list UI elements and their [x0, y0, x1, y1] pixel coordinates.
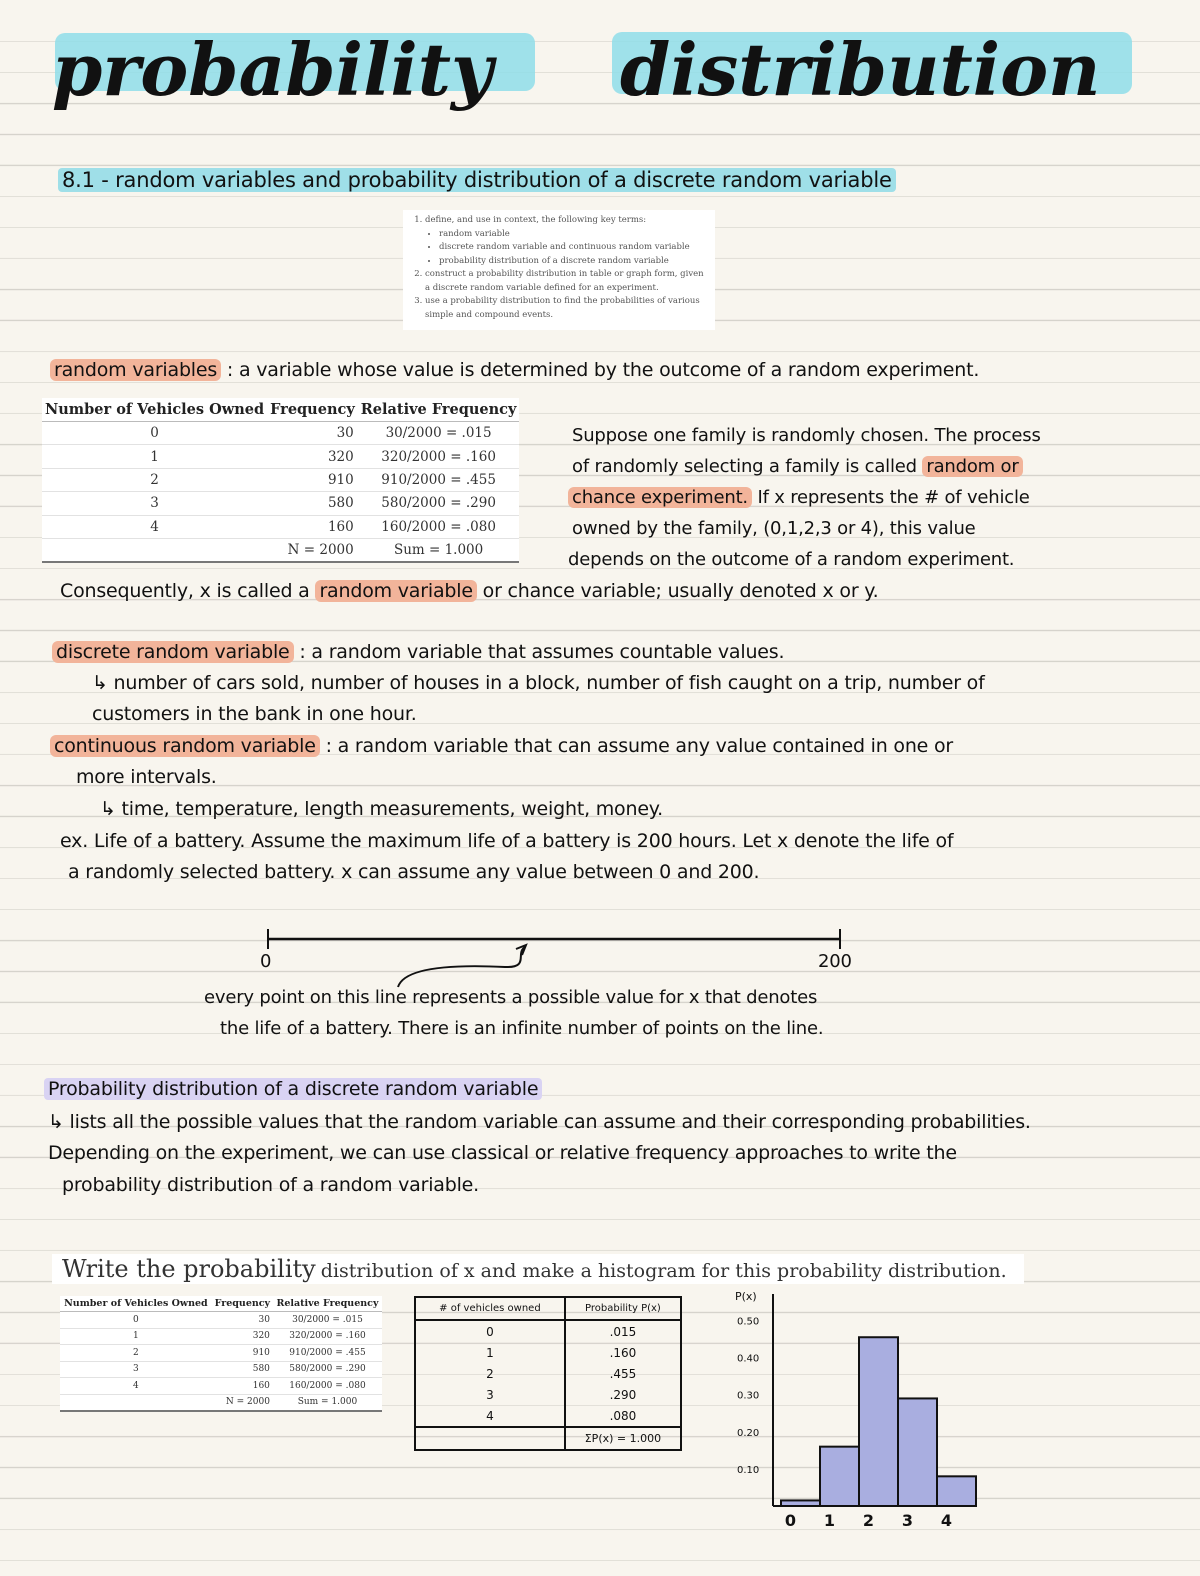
objective-subitem: • discrete random variable and continuous random variable [439, 241, 707, 255]
objective-item: 2. construct a probability distribution in table or graph form, given a discrete random variable defined for an experiment. [425, 268, 707, 295]
prob-dist-line-1: ↳ lists all the possible values that the random variable can assume and their corresponding probabilities. [48, 1111, 1031, 1133]
prob-dist-line-3: probability distribution of a random variable. [62, 1174, 479, 1196]
hand-table-wrap [414, 1296, 682, 1451]
table-row: 4 160 160/2000 = .080 [60, 1378, 382, 1395]
discrete-definition: discrete random variable : a random variable that assumes countable values. [52, 637, 784, 668]
table-row: 3 .290 [415, 1384, 681, 1405]
frequency-table [42, 398, 519, 563]
term-continuous: continuous random variable [50, 735, 320, 757]
objective-subitem: • probability distribution of a discrete random variable [439, 255, 707, 269]
table-row: 2 .455 [415, 1363, 681, 1384]
objectives-list [411, 214, 707, 322]
discrete-examples-1: ↳ number of cars sold, number of houses in a block, number of fish caught on a trip, number of [92, 672, 985, 694]
x-tick-label: 3 [901, 1511, 914, 1530]
y-tick-label: 0.10 [737, 1464, 760, 1476]
table-total-row: ΣP(x) = 1.000 [415, 1427, 681, 1450]
col-header: Relative Frequency [273, 1296, 382, 1312]
table-row: 4 160 160/2000 = .080 [42, 515, 519, 538]
prob-dist-line-2: Depending on the experiment, we can use classical or relative frequency approaches to write the [48, 1142, 957, 1164]
small-frequency-table-wrap [60, 1296, 382, 1412]
y-axis-label: P(x) [735, 1290, 757, 1303]
objective-item: 3. use a probability distribution to find the probabilities of various simple and compound events. [425, 295, 707, 322]
table-row: 1 320 320/2000 = .160 [60, 1328, 382, 1345]
continuous-definition: continuous random variable : a random variable that can assume any value contained in one or [50, 731, 953, 762]
section-heading: 8.1 - random variables and probability distribution of a discrete random variable [58, 165, 896, 196]
exercise-prompt: Write the probability distribution of x and make a histogram for this probability distribution. [52, 1254, 1024, 1284]
small-frequency-table [60, 1296, 382, 1412]
prob-dist-heading: Probability distribution of a discrete random variable [44, 1074, 542, 1105]
table-row: 3 580 580/2000 = .290 [60, 1361, 382, 1378]
col-header: # of vehicles owned [415, 1297, 565, 1320]
col-header: Number of Vehicles Owned [60, 1296, 212, 1312]
histogram-bar [898, 1398, 937, 1506]
table-row: 4 .080 [415, 1405, 681, 1427]
histogram-bar [820, 1447, 859, 1506]
term-discrete: discrete random variable [52, 641, 294, 663]
table-row: 2 910 910/2000 = .455 [60, 1345, 382, 1362]
y-tick-label: 0.50 [737, 1316, 760, 1328]
page-title-probability: probability [52, 27, 493, 112]
col-header: Probability P(x) [565, 1297, 681, 1320]
table-total-row: N = 2000 Sum = 1.000 [60, 1394, 382, 1411]
y-tick-label: 0.30 [737, 1390, 760, 1402]
continuous-examples: ↳ time, temperature, length measurements, weight, money. [100, 798, 663, 820]
objectives-box [403, 210, 715, 330]
example-note-line-4: owned by the family, (0,1,2,3 or 4), this value [572, 518, 976, 539]
discrete-examples-2: customers in the bank in one hour. [92, 703, 417, 725]
table-total-row: N = 2000 Sum = 1.000 [42, 538, 519, 562]
col-header: Frequency [212, 1296, 273, 1312]
y-tick-label: 0.20 [737, 1427, 760, 1439]
table-row: 3 580 580/2000 = .290 [42, 492, 519, 515]
table-row: 0 .015 [415, 1320, 681, 1342]
number-line-end-label: 200 [818, 951, 852, 972]
probability-table [414, 1296, 682, 1451]
x-tick-label: 4 [940, 1511, 953, 1530]
battery-example-2: a randomly selected battery. x can assume any value between 0 and 200. [68, 861, 760, 883]
x-tick-label: 2 [862, 1511, 875, 1530]
objective-subitem: • random variable [439, 228, 707, 242]
objective-item: 1. define, and use in context, the following key terms: • random variable • discrete random variable and continuous random variable • probability distribution of a discrete random variable [425, 214, 707, 268]
table-row: 0 30 30/2000 = .015 [42, 422, 519, 445]
pointer-arrow-icon [398, 947, 525, 987]
y-tick-label: 0.40 [737, 1353, 760, 1365]
histogram-bar [937, 1476, 976, 1506]
frequency-table-wrap [42, 398, 517, 563]
table-row: 1 320 320/2000 = .160 [42, 445, 519, 468]
x-tick-label: 0 [784, 1511, 797, 1530]
example-note-line-6: Consequently, x is called a random variable or chance variable; usually denoted x or y. [60, 580, 879, 602]
table-row: 1 .160 [415, 1342, 681, 1363]
histogram-bar [781, 1500, 820, 1506]
col-header: Frequency [267, 398, 358, 422]
example-note-line-2: of randomly selecting a family is called random or [572, 451, 1023, 482]
number-line-note-1: every point on this line represents a possible value for x that denotes [204, 987, 818, 1008]
table-row: 0 30 30/2000 = .015 [60, 1312, 382, 1329]
battery-example-1: ex. Life of a battery. Assume the maximum life of a battery is 200 hours. Let x denote the life of [60, 830, 954, 852]
continuous-definition-cont: more intervals. [76, 766, 217, 788]
term-random-variables: random variables [50, 359, 221, 381]
col-header: Relative Frequency [358, 398, 520, 422]
histogram-bar [859, 1337, 898, 1506]
example-note-line-3: chance experiment. If x represents the # of vehicle [568, 482, 1030, 513]
histogram-chart [725, 1288, 985, 1548]
number-line-note-2: the life of a battery. There is an infinite number of points on the line. [220, 1018, 824, 1039]
example-note-line-1: Suppose one family is randomly chosen. The process [572, 425, 1041, 446]
number-line-start-label: 0 [260, 951, 272, 972]
table-row: 2 910 910/2000 = .455 [42, 468, 519, 491]
col-header: Number of Vehicles Owned [42, 398, 267, 422]
x-tick-label: 1 [823, 1511, 836, 1530]
random-variables-definition: random variables : a variable whose value is determined by the outcome of a random experiment. [50, 355, 979, 386]
example-note-line-5: depends on the outcome of a random experiment. [568, 549, 1015, 570]
page-title-distribution: distribution [620, 27, 1101, 112]
